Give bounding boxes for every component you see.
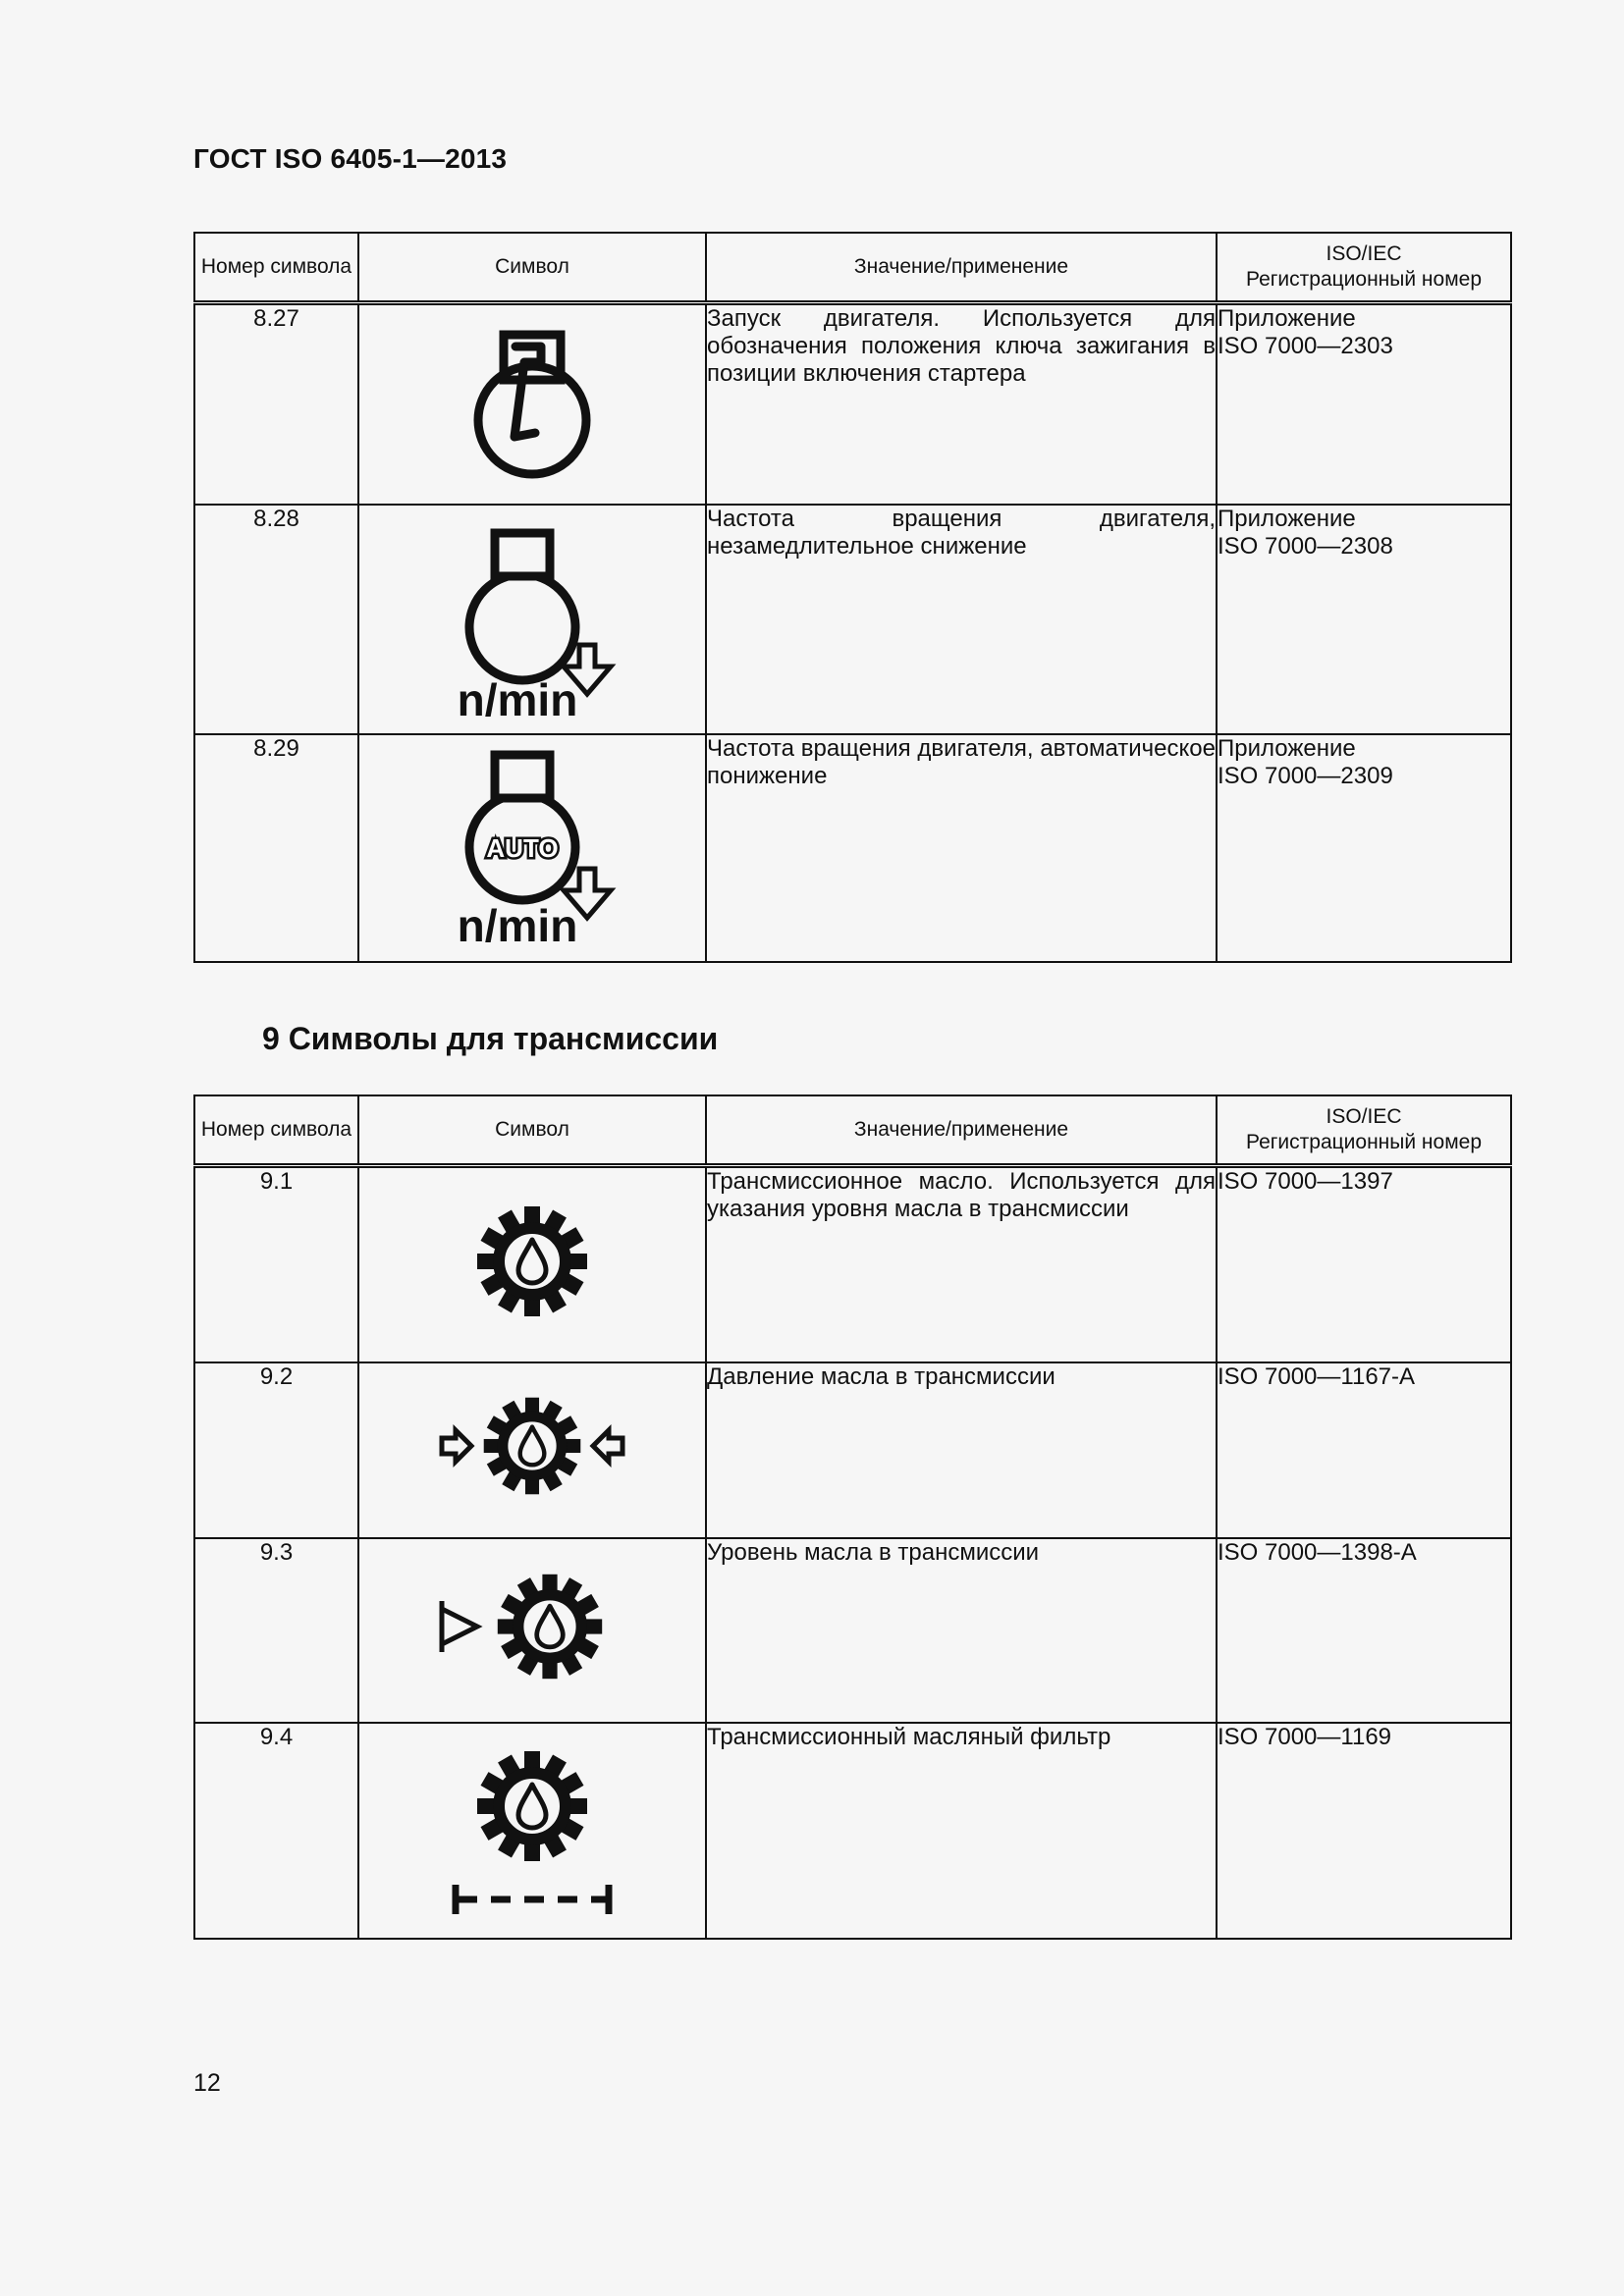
engine-start-icon <box>459 327 606 484</box>
reg-line2: ISO 7000—2303 <box>1218 333 1393 359</box>
speed-unit-text: n/min <box>457 899 578 951</box>
row-registration <box>1217 1166 1511 1362</box>
auto-label: AUTO <box>486 832 559 863</box>
transmission-oil-icon <box>463 1188 601 1335</box>
row-number: 9.4 <box>194 1723 358 1939</box>
reg-line1: ISO 7000—1167-A <box>1218 1362 1416 1390</box>
row-number: 8.28 <box>194 505 358 734</box>
table-header-row <box>194 233 1511 303</box>
row-registration <box>1217 505 1511 734</box>
table-row <box>194 1538 1511 1723</box>
row-symbol <box>358 1723 706 1939</box>
reg-line2: ISO 7000—2309 <box>1218 762 1393 789</box>
row-meaning: Частота вращения двигателя, незамедлительное снижение <box>706 505 1217 734</box>
row-symbol <box>358 505 706 734</box>
row-number: 8.29 <box>194 734 358 962</box>
row-registration <box>1217 1723 1511 1939</box>
header-reg-line1: ISO/IEC <box>1326 1105 1402 1128</box>
transmission-oil-pressure-icon <box>434 1377 630 1515</box>
row-symbol <box>358 1362 706 1538</box>
reg-line1: Приложение <box>1218 305 1356 332</box>
row-registration <box>1217 734 1511 962</box>
engine-speed-decrease-icon <box>434 519 630 727</box>
row-meaning: Уровень масла в трансмиссии <box>706 1538 1217 1723</box>
reg-line1: ISO 7000—1169 <box>1218 1723 1392 1750</box>
row-registration <box>1217 1362 1511 1538</box>
row-number: 9.1 <box>194 1166 358 1362</box>
reg-line1: Приложение <box>1218 734 1356 762</box>
row-meaning: Частота вращения двигателя, автоматическое понижение <box>706 734 1217 962</box>
row-symbol <box>358 303 706 505</box>
row-registration <box>1217 303 1511 505</box>
table-row <box>194 303 1511 505</box>
header-meaning: Значение/применение <box>706 233 1217 303</box>
reg-line2: ISO 7000—2308 <box>1218 532 1393 560</box>
row-number: 9.2 <box>194 1362 358 1538</box>
header-number: Номер символа <box>194 1095 358 1166</box>
transmission-oil-level-icon <box>434 1553 630 1700</box>
symbols-table-engine <box>193 232 1512 963</box>
transmission-oil-filter-icon <box>444 1737 621 1924</box>
speed-unit-text: n/min <box>457 673 578 725</box>
row-registration <box>1217 1538 1511 1723</box>
row-meaning: Трансмиссионное масло. Используется для указания уровня масла в трансмиссии <box>706 1166 1217 1362</box>
header-number: Номер символа <box>194 233 358 303</box>
row-meaning: Запуск двигателя. Используется для обозначения положения ключа зажигания в позиции включения стартера <box>706 303 1217 505</box>
header-meaning: Значение/применение <box>706 1095 1217 1166</box>
table-row <box>194 505 1511 734</box>
engine-speed-auto-decrease-icon <box>434 749 630 957</box>
header-reg-line2: Регистрационный номер <box>1246 268 1482 291</box>
reg-line1: ISO 7000—1397 <box>1218 1168 1393 1195</box>
row-meaning: Давление масла в трансмиссии <box>706 1362 1217 1538</box>
row-symbol <box>358 734 706 962</box>
row-number: 8.27 <box>194 303 358 505</box>
table-row <box>194 1166 1511 1362</box>
reg-line1: ISO 7000—1398-A <box>1218 1538 1417 1566</box>
header-registration <box>1217 233 1511 303</box>
document-title: ГОСТ ISO 6405-1—2013 <box>193 143 508 174</box>
table-row <box>194 1362 1511 1538</box>
header-reg-line2: Регистрационный номер <box>1246 1131 1482 1153</box>
header-registration <box>1217 1095 1511 1166</box>
reg-line1: Приложение <box>1218 505 1356 532</box>
page-number: 12 <box>193 2069 221 2097</box>
row-meaning: Трансмиссионный масляный фильтр <box>706 1723 1217 1939</box>
row-symbol <box>358 1166 706 1362</box>
header-symbol: Символ <box>358 233 706 303</box>
header-symbol: Символ <box>358 1095 706 1166</box>
table-row <box>194 1723 1511 1939</box>
row-number: 9.3 <box>194 1538 358 1723</box>
header-reg-line1: ISO/IEC <box>1326 242 1402 265</box>
symbols-table-transmission <box>193 1095 1512 1940</box>
section-heading: 9 Символы для трансмиссии <box>262 1021 719 1056</box>
row-symbol <box>358 1538 706 1723</box>
table-header-row <box>194 1095 1511 1166</box>
table-row <box>194 734 1511 962</box>
